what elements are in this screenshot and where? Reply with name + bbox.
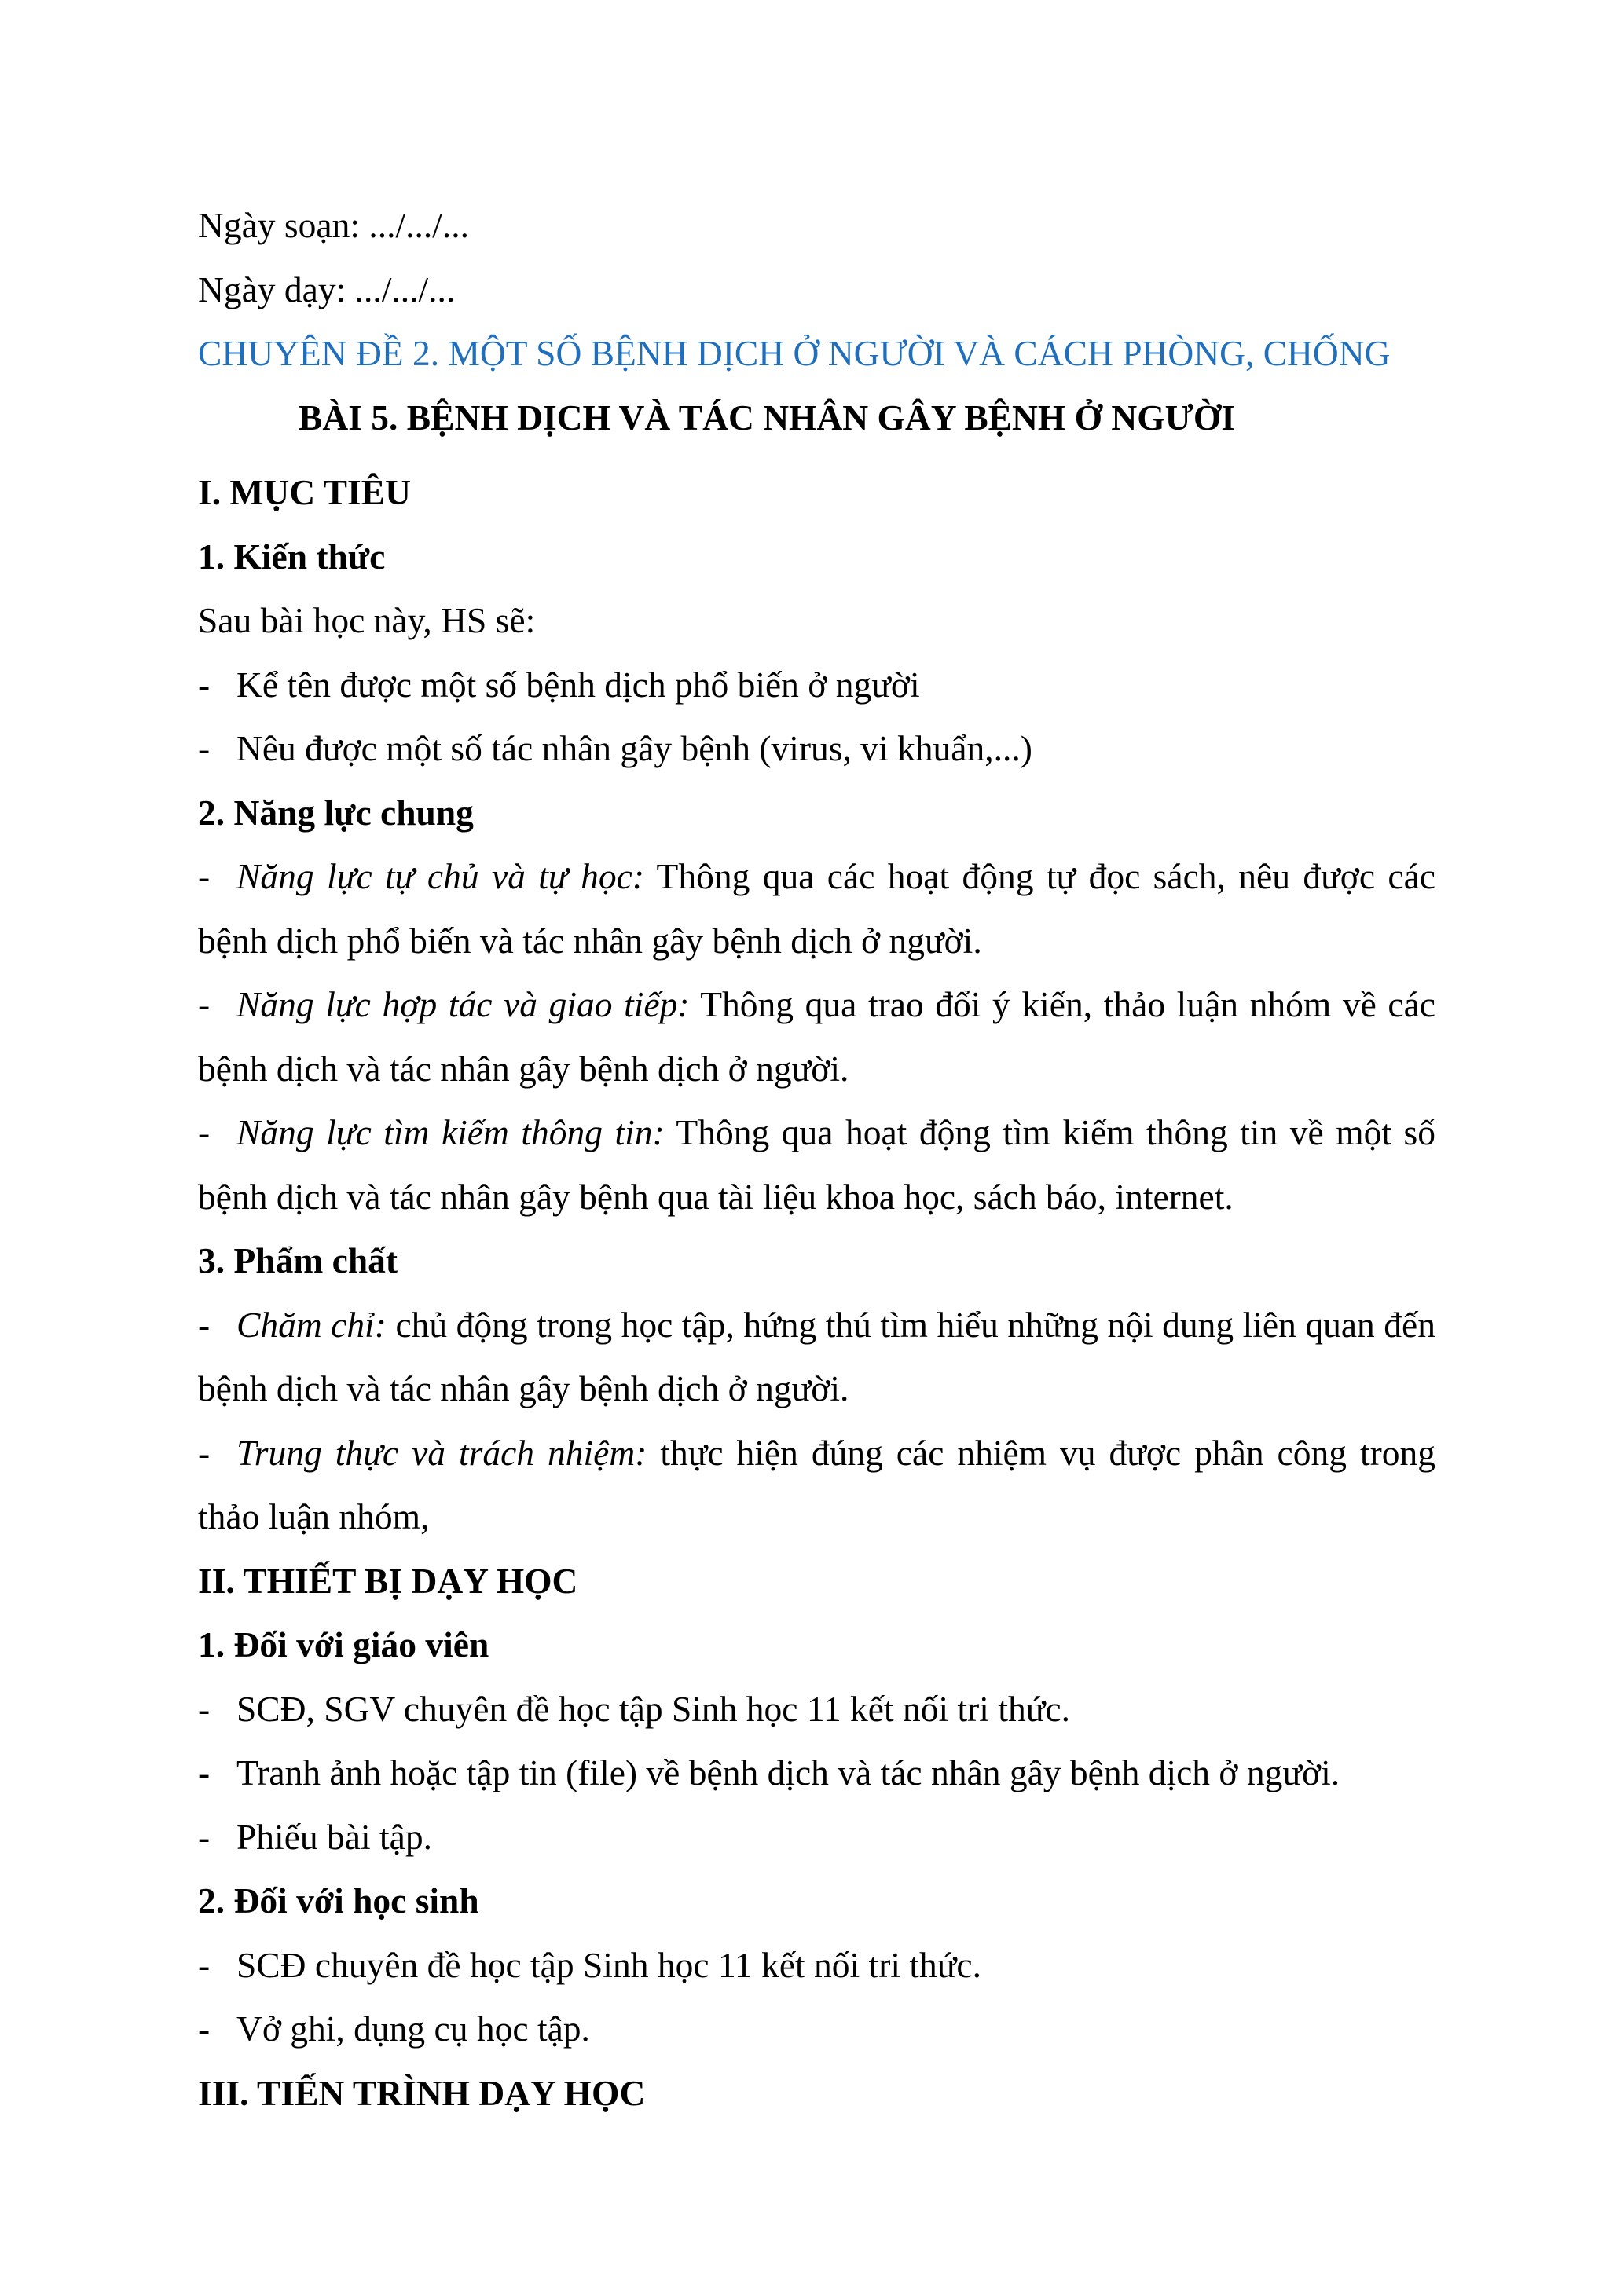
list-item bbox=[198, 1293, 1435, 1421]
competence-label: Năng lực tìm kiếm thông tin: bbox=[236, 1112, 665, 1152]
list-item bbox=[198, 653, 1435, 717]
qualities-heading: 3. Phẩm chất bbox=[198, 1240, 398, 1280]
bullet-dash: - bbox=[198, 856, 211, 896]
bullet-dash: - bbox=[198, 664, 211, 705]
quality-label: Trung thực và trách nhiệm: bbox=[236, 1432, 647, 1473]
bullet-dash: - bbox=[198, 1816, 211, 1857]
knowledge-intro: Sau bài học này, HS sẽ: bbox=[198, 600, 536, 640]
bullet-dash: - bbox=[198, 2009, 211, 2049]
bullet-dash: - bbox=[198, 1752, 211, 1792]
list-item bbox=[198, 1741, 1435, 1805]
quality-text: thực hiện đúng các nhiệm vụ được phân công trong thảo luận nhóm, bbox=[198, 1432, 1435, 1536]
list-item-text: SCĐ chuyên đề học tập Sinh học 11 kết nối tri thức. bbox=[236, 1944, 981, 1985]
bullet-dash: - bbox=[198, 1688, 211, 1729]
list-item-text: Tranh ảnh hoặc tập tin (file) về bệnh dịch và tác nhân gây bệnh dịch ở người. bbox=[236, 1752, 1340, 1792]
bullet-dash: - bbox=[198, 1944, 211, 1985]
chapter-title: CHUYÊN ĐỀ 2. MỘT SỐ BỆNH DỊCH Ở NGƯỜI VÀ CÁCH PHÒNG, CHỐNG bbox=[198, 333, 1391, 373]
section-process-title: III. TIẾN TRÌNH DẠY HỌC bbox=[198, 2072, 646, 2113]
student-heading: 2. Đối với học sinh bbox=[198, 1880, 479, 1921]
list-item bbox=[198, 972, 1435, 1100]
bullet-dash: - bbox=[198, 728, 211, 768]
list-item-text: Kể tên được một số bệnh dịch phổ biến ở người bbox=[236, 664, 920, 705]
list-item bbox=[198, 1933, 1435, 1998]
quality-text: chủ động trong học tập, hứng thú tìm hiểu những nội dung liên quan đến bệnh dịch và tác nhân gây bệnh dịch ở người. bbox=[198, 1304, 1435, 1408]
competence-label: Năng lực hợp tác và giao tiếp: bbox=[236, 984, 690, 1024]
list-item bbox=[198, 1100, 1435, 1229]
list-item bbox=[198, 1421, 1435, 1549]
list-item-text: Nêu được một số tác nhân gây bệnh (virus, vi khuẩn,...) bbox=[236, 728, 1032, 768]
list-item-text: SCĐ, SGV chuyên đề học tập Sinh học 11 kết nối tri thức. bbox=[236, 1688, 1070, 1729]
competence-text: Thông qua trao đổi ý kiến, thảo luận nhóm về các bệnh dịch và tác nhân gây bệnh dịch ở người. bbox=[198, 984, 1435, 1089]
list-item bbox=[198, 716, 1435, 781]
list-item bbox=[198, 1677, 1435, 1741]
lesson-title: BÀI 5. BỆNH DỊCH VÀ TÁC NHÂN GÂY BỆNH Ở NGƯỜI bbox=[299, 397, 1235, 438]
section-equipment-title: II. THIẾT BỊ DẠY HỌC bbox=[198, 1560, 578, 1601]
bullet-dash: - bbox=[198, 984, 211, 1024]
bullet-dash: - bbox=[198, 1432, 211, 1473]
competence-text: Thông qua các hoạt động tự đọc sách, nêu được các bệnh dịch phổ biến và tác nhân gây bệnh dịch ở người. bbox=[198, 856, 1435, 961]
bullet-dash: - bbox=[198, 1112, 211, 1152]
list-item bbox=[198, 1997, 1435, 2061]
list-item-text: Phiếu bài tập. bbox=[236, 1816, 432, 1857]
teaching-date: Ngày dạy: .../.../... bbox=[198, 269, 456, 309]
knowledge-heading: 1. Kiến thức bbox=[198, 536, 386, 577]
section-objectives-title: I. MỤC TIÊU bbox=[198, 472, 411, 512]
list-item-text: Vở ghi, dụng cụ học tập. bbox=[236, 2009, 590, 2049]
list-item bbox=[198, 844, 1435, 972]
competence-text: Thông qua hoạt động tìm kiếm thông tin về một số bệnh dịch và tác nhân gây bệnh qua tài liệu khoa học, sách báo, internet. bbox=[198, 1112, 1436, 1217]
competence-label: Năng lực tự chủ và tự học: bbox=[236, 856, 644, 896]
teacher-heading: 1. Đối với giáo viên bbox=[198, 1624, 489, 1664]
prep-date: Ngày soạn: .../.../... bbox=[198, 205, 470, 245]
bullet-dash: - bbox=[198, 1304, 211, 1345]
quality-label: Chăm chỉ: bbox=[236, 1304, 387, 1345]
competence-heading: 2. Năng lực chung bbox=[198, 792, 474, 833]
list-item bbox=[198, 1805, 1435, 1869]
